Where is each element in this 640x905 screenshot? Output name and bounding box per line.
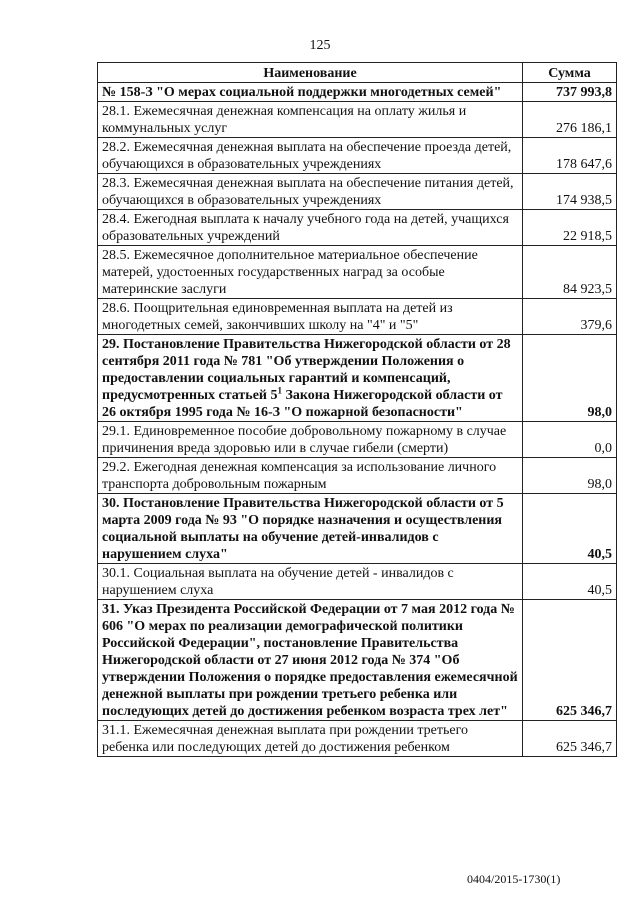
row-name: 28.2. Ежемесячная денежная выплата на обеспечение проезда детей, обучающихся в образовательных учреждениях: [98, 138, 523, 174]
row-name: 30. Постановление Правительства Нижегородской области от 5 марта 2009 года № 93 "О порядке назначения и осуществления социальной выплаты на обучение детей-инвалидов с нарушением слуха": [98, 494, 523, 564]
row-name-part: 29. Постановление Правительства Нижегородской области от 28 сентября 2011 года № 781 "Об утверждении Положения о предоставлении социальных гарантий и компенсаций, предусмотренных статьей 5: [102, 337, 511, 403]
table-row: [98, 600, 617, 721]
row-name: 30.1. Социальная выплата на обучение детей - инвалидов с нарушением слуха: [98, 564, 523, 600]
row-sum: 737 993,8: [523, 83, 617, 102]
row-name-part: Закона Нижегородской области от 26 октября 1995 года № 16-З "О пожарной безопасности": [102, 388, 503, 420]
row-sum: 98,0: [523, 335, 617, 422]
table-row: [98, 335, 617, 422]
page-number: 125: [309, 38, 331, 53]
row-sum: 84 923,5: [523, 246, 617, 299]
table-row: [98, 458, 617, 494]
row-name: 28.3. Ежемесячная денежная выплата на обеспечение питания детей, обучающихся в образовательных учреждениях: [98, 174, 523, 210]
table-header-row: [98, 63, 617, 83]
table-row: [98, 210, 617, 246]
row-sum: 174 938,5: [523, 174, 617, 210]
table-row: [98, 174, 617, 210]
row-sum: 178 647,6: [523, 138, 617, 174]
row-name: 31.1. Ежемесячная денежная выплата при рождении третьего ребенка или последующих детей до достижения ребенком: [98, 721, 523, 757]
table-row: [98, 299, 617, 335]
table-row: [98, 138, 617, 174]
superscript: 1: [277, 385, 282, 396]
row-sum: 40,5: [523, 494, 617, 564]
row-name: 28.1. Ежемесячная денежная компенсация на оплату жилья и коммунальных услуг: [98, 102, 523, 138]
row-name: 29.2. Ежегодная денежная компенсация за использование личного транспорта добровольным пожарным: [98, 458, 523, 494]
header-sum: Сумма: [523, 63, 617, 83]
header-name: Наименование: [98, 63, 523, 83]
row-sum: 276 186,1: [523, 102, 617, 138]
row-name: 31. Указ Президента Российской Федерации от 7 мая 2012 года № 606 "О мерах по реализации демографической политики Российской Федерации", постановление Правительства Нижегородской области от 27 июня 2012 года № 374 "Об утверждении Положения о порядке предоставления ежемесячной денежной выплаты при рождении третьего ребенка или последующих детей до достижения ребенком возраста трех лет": [98, 600, 523, 721]
row-name: 28.6. Поощрительная единовременная выплата на детей из многодетных семей, закончивших школу на "4" и "5": [98, 299, 523, 335]
row-name: № 158-З "О мерах социальной поддержки многодетных семей": [98, 83, 523, 102]
row-sum: 0,0: [523, 422, 617, 458]
row-name: 28.5. Ежемесячное дополнительное материальное обеспечение матерей, удостоенных государственных наград за особые материнские заслуги: [98, 246, 523, 299]
table-row: [98, 83, 617, 102]
table-row: [98, 246, 617, 299]
row-sum: 40,5: [523, 564, 617, 600]
row-sum: 22 918,5: [523, 210, 617, 246]
table-row: [98, 494, 617, 564]
row-name: 28.4. Ежегодная выплата к началу учебного года на детей, учащихся образовательных учреждений: [98, 210, 523, 246]
table-row: [98, 564, 617, 600]
document-code: 0404/2015-1730(1): [467, 872, 561, 886]
table-row: [98, 721, 617, 757]
table-row: [98, 422, 617, 458]
row-name: [98, 335, 523, 422]
row-name: 29.1. Единовременное пособие добровольному пожарному в случае причинения вреда здоровью или в случае гибели (смерти): [98, 422, 523, 458]
row-sum: 625 346,7: [523, 600, 617, 721]
table-row: [98, 102, 617, 138]
row-sum: 98,0: [523, 458, 617, 494]
row-sum: 379,6: [523, 299, 617, 335]
budget-table: [97, 62, 617, 757]
row-sum: 625 346,7: [523, 721, 617, 757]
